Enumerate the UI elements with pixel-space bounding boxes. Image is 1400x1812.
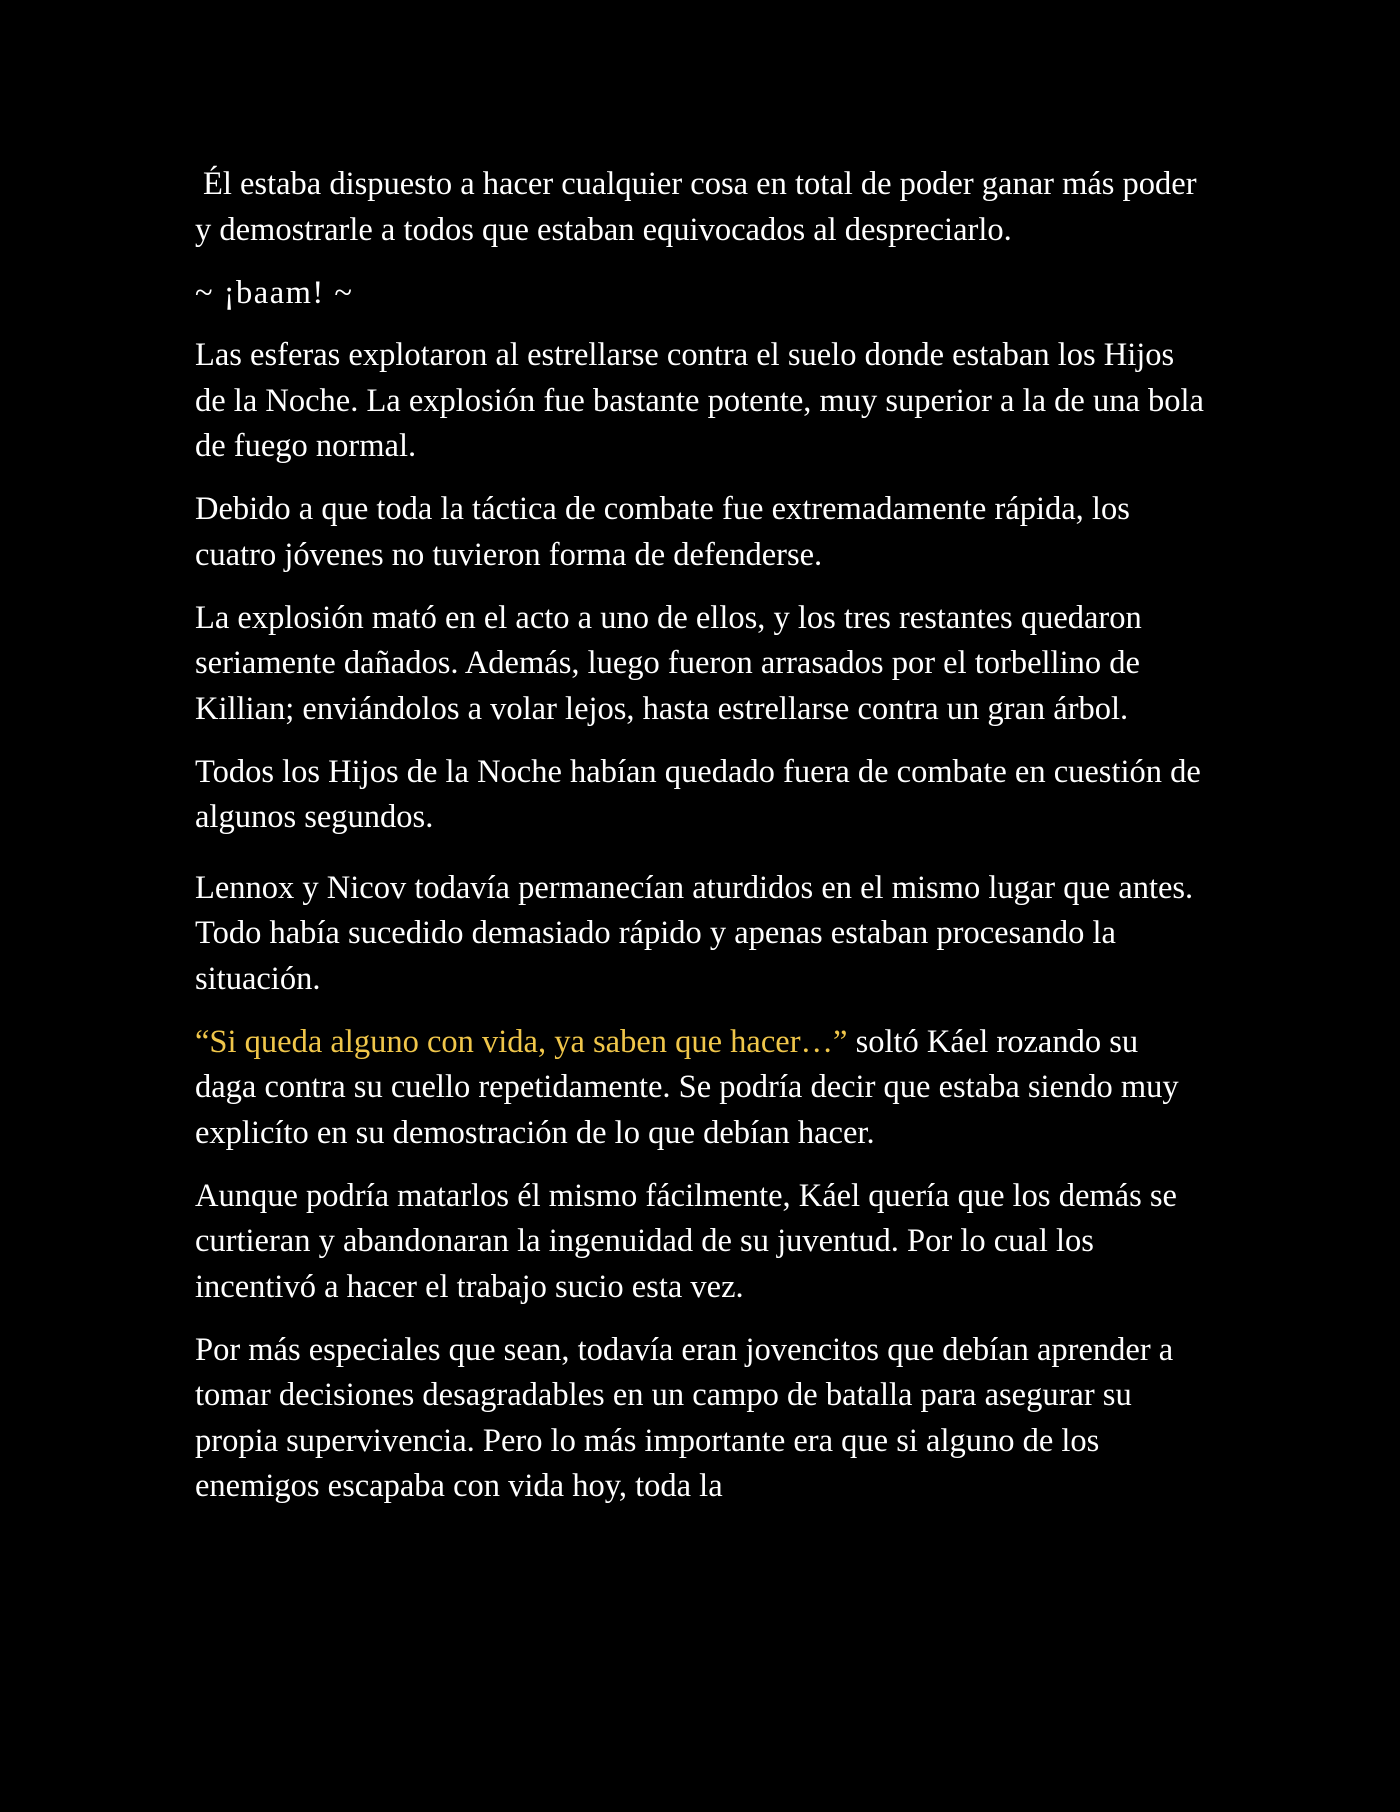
paragraph-9: Aunque podría matarlos él mismo fácilmente, Káel quería que los demás se curtieran y abandonaran la ingenuidad de su juventud. Por lo cual los incentivó a hacer el trabajo sucio esta vez. (195, 1177, 1177, 1305)
dialogue-narration: soltó Káel rozando su daga contra su cuello repetidamente. Se podría decir que estaba siendo muy explicíto en su demostración de lo que debían hacer. (195, 1023, 1179, 1151)
paragraph-7: Lennox y Nicov todavía permanecían aturdidos en el mismo lugar que antes. Todo había sucedido demasiado rápido y apenas estaban procesando la situación. (195, 869, 1194, 997)
paragraph-4: Debido a que toda la táctica de combate fue extremadamente rápida, los cuatro jóvenes no tuvieron forma de defenderse. (195, 491, 1130, 573)
paragraph-5: La explosión mató en el acto a uno de ellos, y los tres restantes quedaron seriamente dañados. Además, luego fueron arrasados por el torbellino de Killian; enviándolos a volar lejos, hasta estrellarse contra un gran árbol. (195, 599, 1142, 727)
paragraph-1: Él estaba dispuesto a hacer cualquier cosa en total de poder ganar más poder y demostrarle a todos que estaban equivocados al despreciarlo. (195, 166, 1197, 248)
dialogue-quote: “Si queda alguno con vida, ya saben que hacer…” (195, 1023, 848, 1060)
paragraph-8 (195, 1020, 1205, 1157)
paragraph-3: Las esferas explotaron al estrellarse contra el suelo donde estaban los Hijos de la Noche. La explosión fue bastante potente, muy superior a la de una bola de fuego normal. (195, 337, 1204, 464)
sound-effect: ~ ¡baam! ~ (195, 274, 354, 311)
document-page (195, 162, 1205, 1527)
paragraph-10: Por más especiales que sean, todavía eran jovencitos que debían aprender a tomar decisiones desagradables en un campo de batalla para asegurar su propia supervivencia. Pero lo más importante era que si alguno de los enemigos escapaba con vida hoy, toda la (195, 1331, 1174, 1504)
paragraph-6: Todos los Hijos de la Noche habían quedado fuera de combate en cuestión de algunos segundos. (195, 753, 1201, 835)
